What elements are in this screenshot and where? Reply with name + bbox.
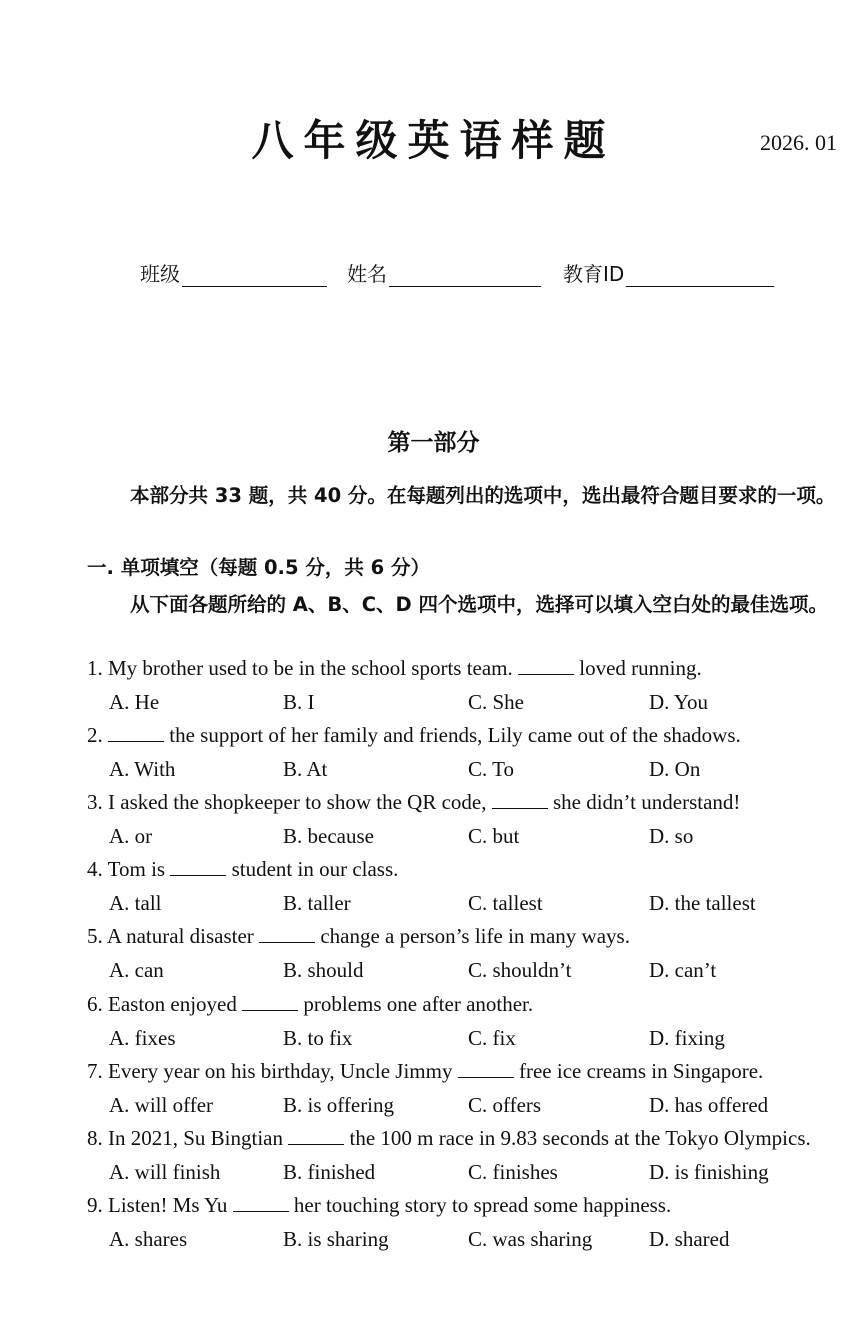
option-row	[109, 1093, 839, 1121]
student-info-row	[140, 258, 800, 290]
answer-option[interactable]: C. was sharing	[468, 1226, 593, 1251]
question-text-after: student in our class.	[231, 857, 399, 882]
answer-option[interactable]: B. I	[283, 690, 315, 714]
option-row	[109, 1026, 839, 1054]
answer-option[interactable]: B. should	[283, 958, 364, 983]
answer-option[interactable]: C. tallest	[468, 891, 543, 916]
education-id-blank[interactable]	[626, 264, 774, 287]
question-text-after: change a person’s life in many ways.	[320, 924, 630, 949]
answer-option[interactable]: C. offers	[468, 1092, 542, 1117]
answer-blank	[259, 926, 315, 943]
exam-date: 2026. 01	[760, 130, 837, 155]
answer-option[interactable]: C. To	[468, 757, 514, 782]
question-text-after: free ice creams in Singapore.	[518, 1058, 764, 1083]
answer-option[interactable]: C. She	[468, 690, 525, 714]
name-label: 姓名	[347, 262, 387, 286]
answer-option[interactable]: D. can’t	[649, 958, 717, 983]
part-title: 第一部分	[387, 430, 480, 456]
question-text-after: the support of her family and friends, Lily came out of the shadows.	[169, 723, 741, 748]
question-text-before: 5. A natural disaster	[87, 924, 254, 949]
answer-option[interactable]: D. fixing	[649, 1025, 725, 1050]
question-stem	[87, 1126, 811, 1151]
answer-option[interactable]: A. can	[109, 958, 164, 983]
answer-option[interactable]: B. finished	[283, 1159, 376, 1184]
answer-option[interactable]: C. but	[468, 824, 520, 849]
answer-option[interactable]: B. to fix	[283, 1025, 353, 1050]
answer-option[interactable]: A. With	[109, 757, 176, 782]
option-row	[109, 1227, 839, 1255]
answer-option[interactable]: D. shared	[649, 1226, 730, 1251]
question-stem	[87, 1059, 763, 1084]
answer-option[interactable]: D. so	[649, 824, 694, 849]
question-text-before: 1. My brother used to be in the school sports team.	[87, 656, 513, 680]
class-label: 班级	[140, 262, 180, 286]
answer-blank	[108, 725, 164, 742]
answer-option[interactable]: A. or	[109, 824, 153, 849]
answer-option[interactable]: A. shares	[109, 1226, 188, 1251]
option-row	[109, 690, 839, 718]
question-stem	[87, 992, 533, 1017]
name-field[interactable]	[347, 258, 541, 287]
name-blank[interactable]	[389, 264, 541, 287]
education-id-label: 教育ID	[563, 262, 625, 286]
question-text-after: her touching story to spread some happiness.	[293, 1192, 672, 1217]
answer-blank	[233, 1195, 289, 1212]
question-stem	[87, 790, 740, 815]
answer-option[interactable]: A. will offer	[109, 1092, 214, 1117]
question-text-before: 7. Every year on his birthday, Uncle Jimmy	[87, 1058, 453, 1083]
answer-option[interactable]: A. He	[109, 690, 160, 714]
answer-option[interactable]: D. the tallest	[649, 891, 756, 916]
answer-option[interactable]: B. taller	[283, 891, 351, 916]
answer-option[interactable]: B. because	[283, 824, 374, 849]
page-title: 八年级英语样题	[251, 116, 616, 165]
answer-blank	[170, 859, 226, 876]
question-text-before: 6. Easton enjoyed	[87, 991, 237, 1016]
option-row	[109, 1160, 839, 1188]
option-row	[109, 958, 839, 986]
answer-blank	[518, 658, 574, 675]
answer-option[interactable]: B. is offering	[283, 1092, 395, 1117]
class-field[interactable]	[140, 258, 327, 287]
question-text-after: problems one after another.	[303, 991, 534, 1016]
option-row	[109, 824, 839, 852]
question-text-after: loved running.	[579, 656, 702, 680]
question-stem	[87, 723, 741, 748]
question-stem	[87, 1193, 671, 1218]
answer-option[interactable]: D. has offered	[649, 1092, 769, 1117]
answer-option[interactable]: C. finishes	[468, 1159, 558, 1184]
answer-option[interactable]: D. is finishing	[649, 1159, 769, 1184]
option-row	[109, 891, 839, 919]
question-text-after: the 100 m race in 9.83 seconds at the Tokyo Olympics.	[349, 1125, 811, 1150]
answer-option[interactable]: A. will finish	[109, 1159, 221, 1184]
question-text-before: 3. I asked the shopkeeper to show the QR code,	[87, 790, 487, 815]
question-text-after: she didn’t understand!	[552, 790, 741, 815]
answer-option[interactable]: A. tall	[109, 891, 162, 916]
question-text-before: 2.	[87, 723, 103, 748]
answer-option[interactable]: A. fixes	[109, 1025, 176, 1050]
option-row	[109, 757, 839, 785]
answer-option[interactable]: C. fix	[468, 1025, 516, 1050]
answer-option[interactable]: D. You	[649, 690, 708, 714]
question-stem	[87, 857, 398, 882]
question-text-before: 9. Listen! Ms Yu	[87, 1192, 228, 1217]
answer-blank	[492, 792, 548, 809]
class-blank[interactable]	[182, 264, 327, 287]
education-id-field[interactable]	[563, 258, 774, 287]
answer-option[interactable]: D. On	[649, 757, 701, 782]
answer-blank	[242, 994, 298, 1011]
answer-blank	[458, 1061, 514, 1078]
section-heading: 一. 单项填空（每题 0.5 分，共 6 分）	[87, 556, 430, 579]
question-text-before: 4. Tom is	[87, 857, 166, 882]
answer-option[interactable]: C. shouldn’t	[468, 958, 572, 983]
question-text-before: 8. In 2021, Su Bingtian	[87, 1125, 284, 1150]
answer-option[interactable]: B. is sharing	[283, 1226, 389, 1251]
answer-option[interactable]: B. At	[283, 757, 328, 782]
part-intro: 本部分共 33 题，共 40 分。在每题列出的选项中，选出最符合题目要求的一项。	[130, 484, 836, 507]
section-instruction: 从下面各题所给的 A、B、C、D 四个选项中，选择可以填入空白处的最佳选项。	[130, 593, 829, 616]
question-stem	[87, 656, 702, 681]
answer-blank	[288, 1128, 344, 1145]
question-stem	[87, 924, 630, 949]
